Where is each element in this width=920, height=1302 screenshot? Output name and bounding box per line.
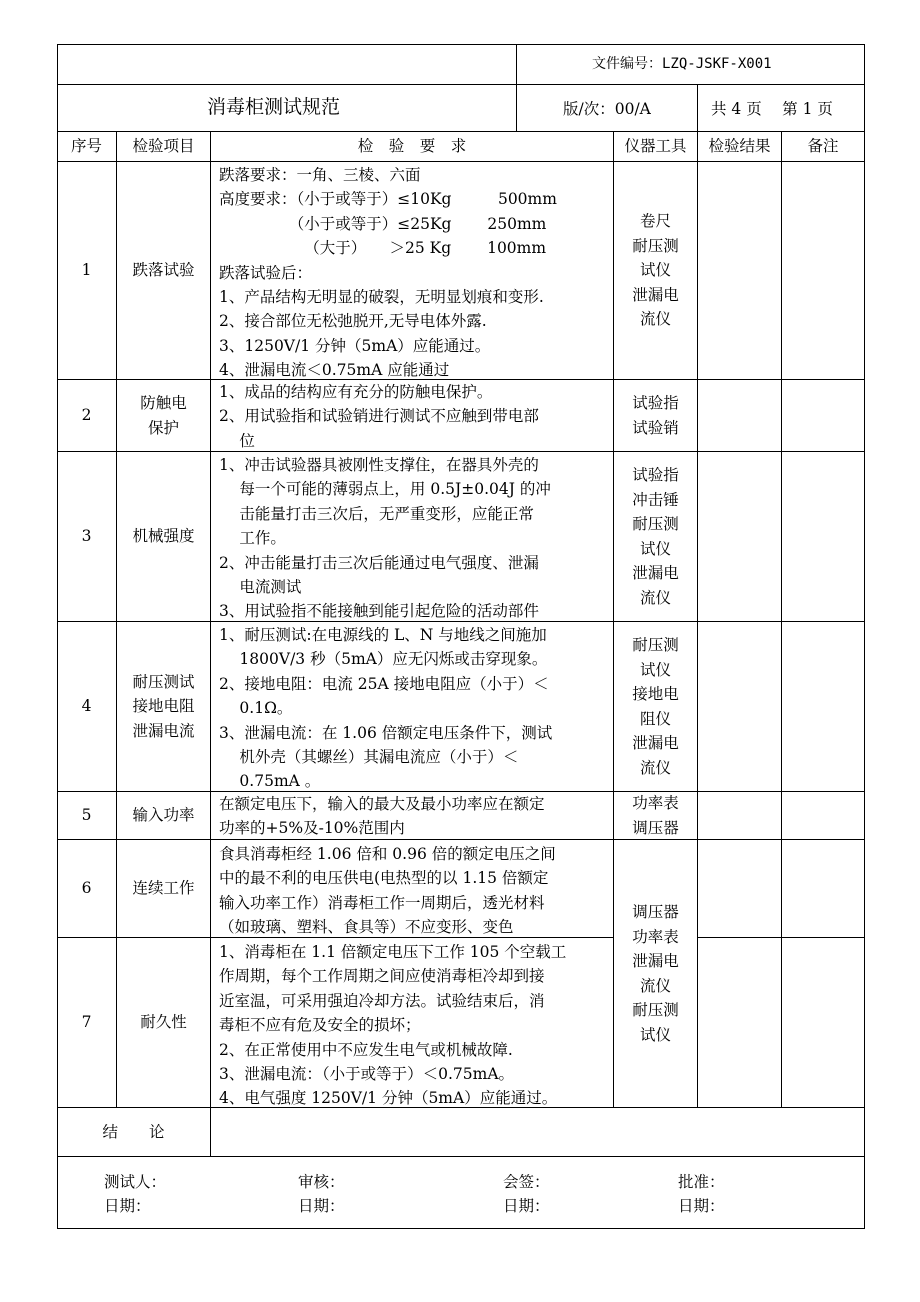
requirement-line: 1、耐压测试:在电源线的 L、N 与地线之间施加 <box>219 626 547 644</box>
requirement-line: 工作。 <box>219 529 286 548</box>
requirement-line: 中的最不利的电压供电(电热型的以 1.15 倍额定 <box>219 869 549 888</box>
requirement-line: 3、泄漏电流：在 1.06 倍额定电压条件下，测试 <box>219 723 553 742</box>
requirement-line: 2、在正常使用中不应发生电气或机械故障. <box>219 1040 513 1059</box>
date-approver: 日期： <box>678 1197 725 1215</box>
row-item <box>117 452 210 621</box>
tool-line: 流仪 <box>639 976 671 995</box>
tool-line: 流仪 <box>639 758 671 777</box>
tool-line: 流仪 <box>639 588 671 607</box>
tool-line: 阻仪 <box>639 709 671 728</box>
row-requirements <box>219 792 611 841</box>
row-requirements <box>219 453 611 624</box>
tool-line: 泄漏电 <box>632 952 679 970</box>
row-item <box>117 380 210 451</box>
row-number: 4 <box>81 697 92 716</box>
row-result-cell[interactable] <box>698 380 781 451</box>
row-remarks-cell[interactable] <box>782 840 864 937</box>
tool-line: 耐压测 <box>632 636 679 654</box>
requirement-line: 2、用试验指和试验销进行测试不应触到带电部 <box>219 407 539 426</box>
row-divider-8 <box>57 1156 865 1157</box>
col-header-no: 序号 <box>70 137 102 156</box>
requirement-line: 高度要求：（小于或等于）≤10Kg 500mm <box>219 190 557 209</box>
col-header-remarks: 备注 <box>807 137 839 156</box>
col-line-2 <box>210 131 211 1157</box>
row-item-line: 连续工作 <box>132 879 195 898</box>
requirement-line: 0.1Ω。 <box>219 699 293 718</box>
requirement-line: 3、1250V/1 分钟（5mA）应能通过。 <box>219 336 491 355</box>
tool-line: 调压器 <box>632 818 679 837</box>
row-number: 2 <box>81 406 92 425</box>
conclusion-label: 结 论 <box>102 1122 165 1141</box>
requirement-line: 在额定电压下，输入的最大及最小功率应在额定 <box>219 795 545 813</box>
row-item <box>117 792 210 839</box>
row-item-line: 输入功率 <box>132 806 195 825</box>
requirement-line: 毒柜不应有危及安全的损坏； <box>219 1016 421 1035</box>
tool-line: 试仪 <box>639 261 671 280</box>
requirement-line: （小于或等于）≤25Kg 250mm <box>219 214 547 233</box>
sign-countersign: 会签： <box>503 1173 550 1191</box>
requirement-line: 击能量打击三次后，无严重变形，应能正常 <box>219 504 534 523</box>
row-requirements <box>219 380 611 453</box>
requirement-line: 1、冲击试验器具被刚性支撑住，在器具外壳的 <box>219 456 539 474</box>
tool-line: 试仪 <box>639 539 671 558</box>
date-reviewer: 日期： <box>298 1197 345 1215</box>
requirement-line: 1、消毒柜在 1.1 倍额定电压下工作 105 个空载工 <box>219 943 567 961</box>
tool-line: 泄漏电 <box>632 285 679 304</box>
requirement-line: 电流测试 <box>219 578 302 597</box>
requirement-line: 跌落要求：一角、三棱、六面 <box>219 166 421 184</box>
sign-approver: 批准： <box>678 1173 725 1191</box>
row-result-cell[interactable] <box>698 792 781 839</box>
requirement-line: 食具消毒柜经 1.06 倍和 0.96 倍的额定电压之间 <box>219 845 556 863</box>
row-result-cell[interactable] <box>698 938 781 1107</box>
row-remarks-cell[interactable] <box>782 792 864 839</box>
row-item <box>117 938 210 1107</box>
row-number: 5 <box>81 806 92 825</box>
row-tools <box>614 622 697 791</box>
frame-top <box>57 44 865 45</box>
row-number: 1 <box>81 261 92 280</box>
sign-reviewer: 审核： <box>298 1173 345 1191</box>
row-remarks-cell[interactable] <box>782 938 864 1107</box>
requirement-line: 3、用试验指不能接触到能引起危险的活动部件 <box>219 602 539 621</box>
requirement-line: 功率的+5%及-10%范围内 <box>219 819 405 838</box>
row-remarks-cell[interactable] <box>782 380 864 451</box>
row-item-line: 泄漏电流 <box>132 721 195 740</box>
row-number: 7 <box>81 1013 92 1032</box>
header-split-2 <box>697 84 698 132</box>
tool-line: 功率表 <box>632 927 679 946</box>
requirement-line: 跌落试验后： <box>219 263 313 282</box>
tool-line: 试验销 <box>632 418 679 437</box>
header-split <box>516 44 517 132</box>
row-requirements <box>219 623 611 794</box>
row-tools <box>614 162 697 379</box>
tool-line: 接地电 <box>632 685 679 703</box>
page-title: 消毒柜测试规范 <box>207 96 341 118</box>
row-result-cell[interactable] <box>698 622 781 791</box>
requirement-line: 1800V/3 秒（5mA）应无闪烁或击穿现象。 <box>219 650 548 669</box>
row-remarks-cell[interactable] <box>782 162 864 379</box>
row-item <box>117 162 210 379</box>
tool-line: 耐压测 <box>632 515 679 533</box>
conclusion-field[interactable] <box>211 1108 864 1156</box>
requirement-line: （如玻璃、塑料、食具等）不应变形、变色 <box>219 918 514 937</box>
frame-bottom <box>57 1228 865 1229</box>
tool-line: 调压器 <box>632 903 679 921</box>
row-remarks-cell[interactable] <box>782 622 864 791</box>
requirement-line: 2、冲击能量打击三次后能通过电气强度、泄漏 <box>219 553 539 572</box>
row-item-line: 接地电阻 <box>132 697 195 716</box>
row-result-cell[interactable] <box>698 840 781 937</box>
header-divider <box>57 84 865 85</box>
row-item <box>117 840 210 937</box>
tool-line: 试验指 <box>632 394 679 412</box>
row-item-line: 机械强度 <box>132 527 195 546</box>
version: 版/次：00/A <box>563 100 651 118</box>
requirement-line: 每一个可能的薄弱点上，用 0.5J±0.04J 的冲 <box>219 480 551 499</box>
row-requirements <box>219 163 611 383</box>
tool-line: 功率表 <box>632 794 679 812</box>
row-requirements <box>219 842 611 940</box>
tool-line: 试验指 <box>632 466 679 484</box>
row-tools <box>614 380 697 451</box>
row-requirements <box>219 940 611 1111</box>
requirement-line: 近室温，可采用强迫冷却方法。试验结束后，消 <box>219 991 545 1010</box>
requirement-line: （大于） ＞25 Kg 100mm <box>219 239 547 258</box>
doc-number: 文件编号：LZQ-JSKF-X001 <box>592 56 772 72</box>
row-item-line: 防触电 <box>140 394 187 412</box>
page-count: 共 4 页 第 1 页 <box>711 100 833 118</box>
tool-line: 冲击锤 <box>632 490 679 509</box>
col-header-tools: 仪器工具 <box>624 137 687 156</box>
row-item <box>117 622 210 791</box>
sign-tester: 测试人： <box>104 1173 167 1191</box>
row-item-line: 耐久性 <box>140 1013 187 1032</box>
tool-line: 耐压测 <box>632 236 679 255</box>
requirement-line: 2、接地电阻：电流 25A 接地电阻应（小于）＜ <box>219 674 549 693</box>
requirement-line: 作周期，每个工作周期之间应使消毒柜冷却到接 <box>219 967 545 986</box>
col-header-requirements: 检 验 要 求 <box>357 137 467 156</box>
col-header-item: 检验项目 <box>132 137 195 156</box>
requirement-line: 输入功率工作）消毒柜工作一周期后，透光材料 <box>219 893 545 912</box>
tool-line: 卷尺 <box>639 212 671 231</box>
row-result-cell[interactable] <box>698 452 781 621</box>
requirement-line: 1、成品的结构应有充分的防触电保护。 <box>219 383 493 401</box>
row-remarks-cell[interactable] <box>782 452 864 621</box>
requirement-line: 3、泄漏电流：（小于或等于）＜0.75mA。 <box>219 1065 515 1084</box>
requirement-line: 1、产品结构无明显的破裂，无明显划痕和变形. <box>219 288 544 307</box>
date-tester: 日期： <box>104 1197 151 1215</box>
tool-line: 耐压测 <box>632 1001 679 1019</box>
tool-line: 流仪 <box>639 310 671 329</box>
frame-right <box>864 44 865 1229</box>
row-tools <box>614 452 697 621</box>
shared-tools-cell <box>614 840 697 1107</box>
tool-line: 泄漏电 <box>632 734 679 752</box>
requirement-line: 4、电气强度 1250V/1 分钟（5mA）应能通过。 <box>219 1089 558 1108</box>
tool-line: 试仪 <box>639 660 671 679</box>
row-result-cell[interactable] <box>698 162 781 379</box>
requirement-line: 0.75mA 。 <box>219 772 321 791</box>
requirement-line: 位 <box>219 431 255 450</box>
tool-line: 泄漏电 <box>632 564 679 582</box>
row-item-line: 保护 <box>147 418 179 437</box>
requirement-line: 2、接合部位无松弛脱开,无导电体外露. <box>219 312 487 331</box>
col-header-result: 检验结果 <box>708 137 771 156</box>
requirement-line: 4、泄漏电流＜0.75mA 应能通过 <box>219 361 450 380</box>
row-number: 3 <box>81 527 92 546</box>
date-countersign: 日期： <box>503 1197 550 1215</box>
row-tools <box>614 792 697 839</box>
row-item-line: 耐压测试 <box>132 672 195 691</box>
row-item-line: 跌落试验 <box>132 261 195 280</box>
tool-line: 试仪 <box>639 1025 671 1044</box>
row-number: 6 <box>81 879 92 898</box>
requirement-line: 机外壳（其螺丝）其漏电流应（小于）＜ <box>219 748 519 767</box>
